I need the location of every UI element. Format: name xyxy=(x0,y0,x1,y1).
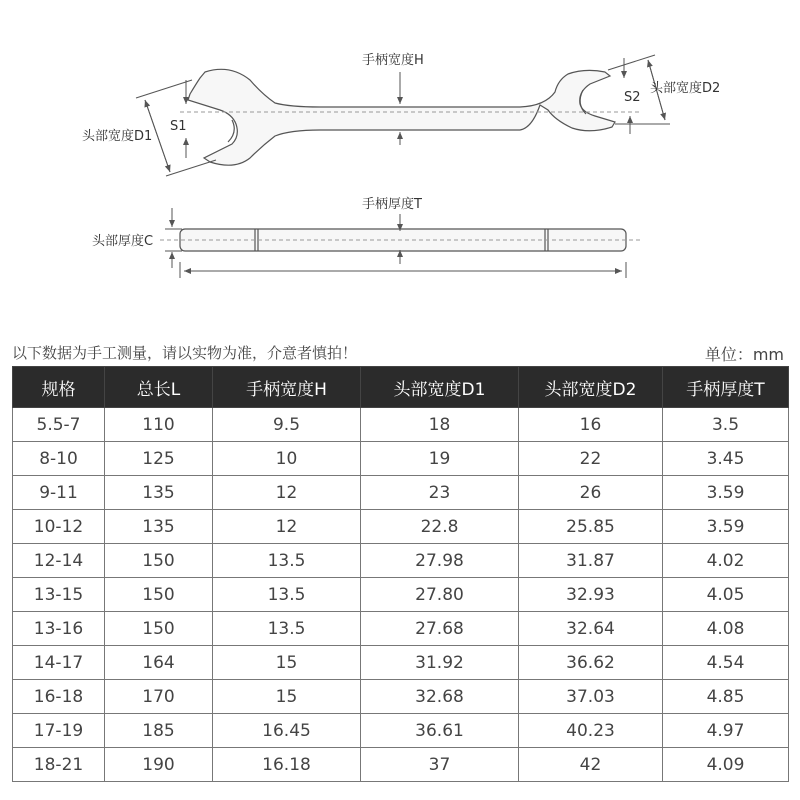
table-body xyxy=(13,408,789,782)
table-cell: 3.59 xyxy=(663,510,789,544)
table-cell: 150 xyxy=(105,612,213,646)
spec-table xyxy=(12,366,789,782)
label-head-thickness: 头部厚度C xyxy=(92,234,154,249)
table-cell: 23 xyxy=(361,476,519,510)
table-cell: 14-17 xyxy=(13,646,105,680)
table-cell: 164 xyxy=(105,646,213,680)
table-cell: 4.85 xyxy=(663,680,789,714)
label-handle-thickness: 手柄厚度T xyxy=(362,197,422,212)
table-cell: 18 xyxy=(361,408,519,442)
table-cell: 190 xyxy=(105,748,213,782)
table-cell: 19 xyxy=(361,442,519,476)
table-cell: 170 xyxy=(105,680,213,714)
col-header-head-width-d2: 头部宽度D2 xyxy=(519,367,663,408)
label-s1: S1 xyxy=(170,119,187,134)
table-cell: 18-21 xyxy=(13,748,105,782)
table-cell: 36.61 xyxy=(361,714,519,748)
table-row xyxy=(13,578,789,612)
table-cell: 9-11 xyxy=(13,476,105,510)
table-cell: 8-10 xyxy=(13,442,105,476)
label-s2: S2 xyxy=(624,90,641,105)
table-cell: 12 xyxy=(213,510,361,544)
table-cell: 13-15 xyxy=(13,578,105,612)
table-cell: 4.05 xyxy=(663,578,789,612)
table-cell: 13.5 xyxy=(213,612,361,646)
table-cell: 22 xyxy=(519,442,663,476)
table-row xyxy=(13,510,789,544)
unit-label: 单位：mm xyxy=(704,345,784,364)
table-cell: 5.5-7 xyxy=(13,408,105,442)
table-cell: 3.5 xyxy=(663,408,789,442)
table-cell: 37 xyxy=(361,748,519,782)
table-cell: 36.62 xyxy=(519,646,663,680)
table-cell: 4.08 xyxy=(663,612,789,646)
table-cell: 3.59 xyxy=(663,476,789,510)
dim-l xyxy=(180,262,626,278)
table-row xyxy=(13,408,789,442)
col-header-handle-thickness: 手柄厚度T xyxy=(663,367,789,408)
table-cell: 27.80 xyxy=(361,578,519,612)
table-cell: 12-14 xyxy=(13,544,105,578)
table-cell: 16.45 xyxy=(213,714,361,748)
col-header-total-length: 总长L xyxy=(105,367,213,408)
table-cell: 110 xyxy=(105,408,213,442)
table-cell: 125 xyxy=(105,442,213,476)
table-cell: 4.09 xyxy=(663,748,789,782)
note-row xyxy=(12,340,784,364)
table-cell: 4.02 xyxy=(663,544,789,578)
table-cell: 27.68 xyxy=(361,612,519,646)
table-cell: 9.5 xyxy=(213,408,361,442)
table-cell: 10-12 xyxy=(13,510,105,544)
table-cell: 32.68 xyxy=(361,680,519,714)
table-cell: 135 xyxy=(105,476,213,510)
wrench-diagram xyxy=(0,0,800,330)
table-cell: 15 xyxy=(213,646,361,680)
table-cell: 10 xyxy=(213,442,361,476)
table-cell: 150 xyxy=(105,544,213,578)
wrench-top-view xyxy=(188,69,615,165)
table-header-row xyxy=(13,367,789,408)
col-header-head-width-d1: 头部宽度D1 xyxy=(361,367,519,408)
table-row xyxy=(13,442,789,476)
table-cell: 4.54 xyxy=(663,646,789,680)
table-row xyxy=(13,646,789,680)
table-cell: 16.18 xyxy=(213,748,361,782)
col-header-spec: 规格 xyxy=(13,367,105,408)
table-cell: 16 xyxy=(519,408,663,442)
table-cell: 150 xyxy=(105,578,213,612)
table-row xyxy=(13,714,789,748)
col-header-handle-width: 手柄宽度H xyxy=(213,367,361,408)
table-cell: 31.87 xyxy=(519,544,663,578)
table-cell: 13-16 xyxy=(13,612,105,646)
label-head-width-d2: 头部宽度D2 xyxy=(650,81,721,96)
table-cell: 12 xyxy=(213,476,361,510)
table-row xyxy=(13,612,789,646)
label-head-width-d1: 头部宽度D1 xyxy=(82,129,153,144)
wrench-diagram-svg xyxy=(0,0,800,330)
measurement-disclaimer: 以下数据为手工测量，请以实物为准，介意者慎拍！ xyxy=(12,344,358,362)
table-cell: 37.03 xyxy=(519,680,663,714)
table-cell: 27.98 xyxy=(361,544,519,578)
table-cell: 25.85 xyxy=(519,510,663,544)
table-cell: 4.97 xyxy=(663,714,789,748)
table-cell: 16-18 xyxy=(13,680,105,714)
table-cell: 15 xyxy=(213,680,361,714)
table-cell: 32.64 xyxy=(519,612,663,646)
table-cell: 40.23 xyxy=(519,714,663,748)
table-cell: 31.92 xyxy=(361,646,519,680)
table-cell: 185 xyxy=(105,714,213,748)
table-row xyxy=(13,748,789,782)
table-cell: 13.5 xyxy=(213,578,361,612)
table-cell: 3.45 xyxy=(663,442,789,476)
table-row xyxy=(13,680,789,714)
table-row xyxy=(13,544,789,578)
table-row xyxy=(13,476,789,510)
table-cell: 13.5 xyxy=(213,544,361,578)
table-cell: 26 xyxy=(519,476,663,510)
table-cell: 42 xyxy=(519,748,663,782)
table-cell: 135 xyxy=(105,510,213,544)
label-handle-width: 手柄宽度H xyxy=(362,53,424,68)
table-cell: 22.8 xyxy=(361,510,519,544)
table-cell: 32.93 xyxy=(519,578,663,612)
table-cell: 17-19 xyxy=(13,714,105,748)
